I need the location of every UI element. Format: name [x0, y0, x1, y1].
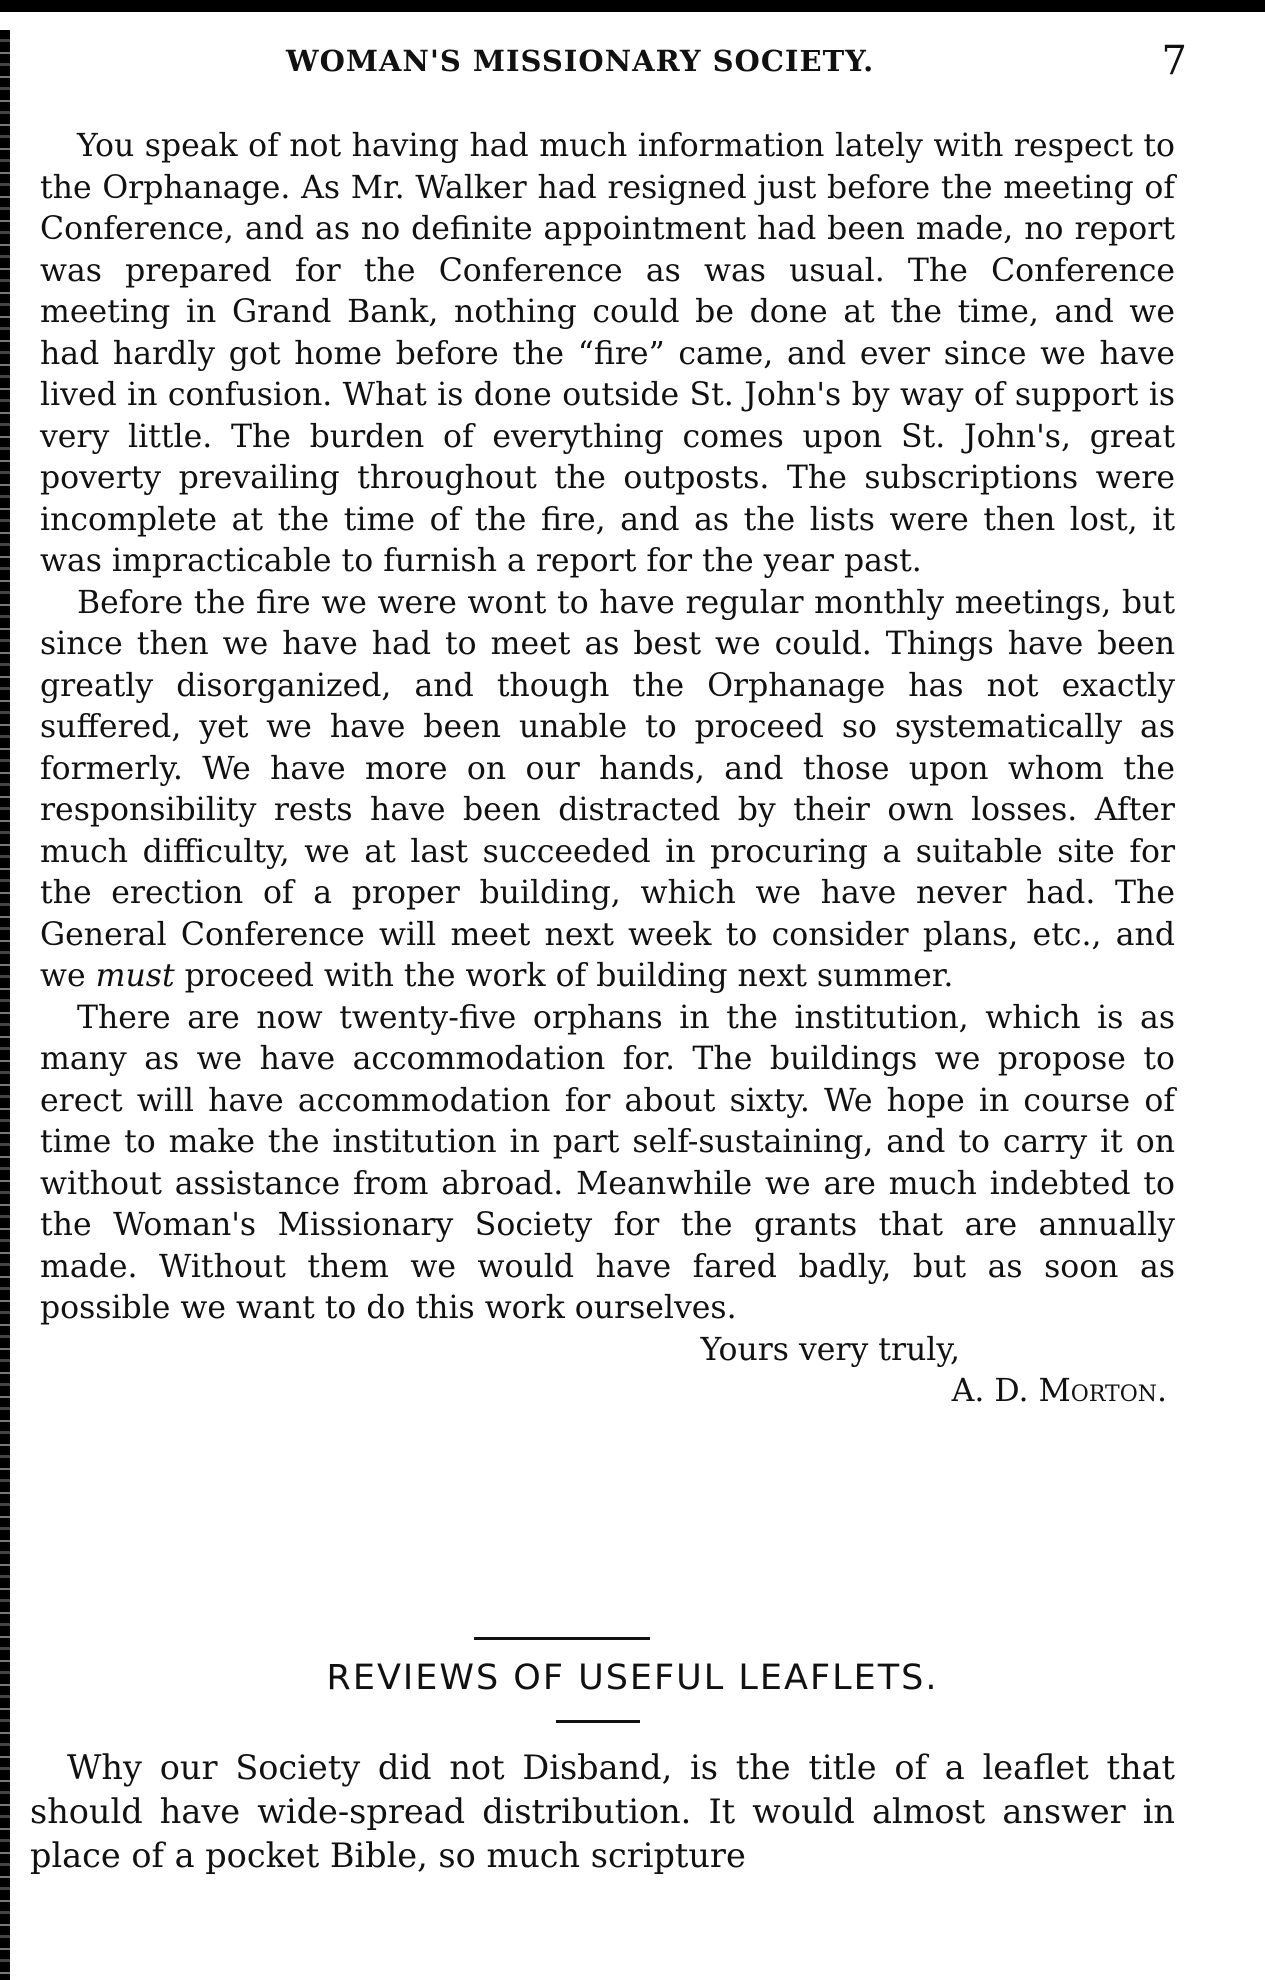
letter-paragraph-3: There are now twenty-five orphans in the institution, which is as many as we have accommodation for. The buildings we propose to erect will have accommodation for about sixty. We hope in course of time to make the institution in part self-sustaining, and to carry it on without assistance from abroad. Meanwhile we are much indebted to the Woman's Missionary Society for the grants that are annually made. Without them we would have fared badly, but as soon as possible we want to do this work ourselves. [40, 999, 1175, 1326]
letter-paragraph-2-end: proceed with the work of building next summer. [174, 958, 954, 994]
letter-paragraph-1: You speak of not having had much information lately with respect to the Orphanage. As Mr. Walker had resigned just before the meeting of Conference, and as no definite appointment had been made, no report was prepared for the Conference as was usual. The Conference meeting in Grand Bank, nothing could be done at the time, and we had hardly got home before the “fire” came, and ever since we have lived in confusion. What is done outside St. John's by way of support is very little. The burden of everything comes upon St. John's, great poverty prevailing throughout the outposts. The subscriptions were incomplete at the time of the fire, and as the lists were then lost, it was impracticable to furnish a report for the year past. [40, 128, 1175, 579]
top-border [0, 0, 1265, 12]
letter-body [40, 126, 1175, 1413]
running-head: WOMAN'S MISSIONARY SOCIETY. [286, 44, 875, 78]
letter-paragraph-2-text: Before the fire we were wont to have regular monthly meetings, but since then we have had to meet as best we could. Things have been greatly disorganized, and though the Orphanage has not exactly suffered, yet we have been unable to proceed so systematically as formerly. We have more on our hands, and those upon whom the responsibility rests have been distracted by their own losses. After much difficulty, we at last succeeded in procuring a suitable site for the erection of a proper building, which we have never had. The General Conference will meet next week to consider plans, etc., and we [40, 584, 1175, 994]
letter-signature: A. D. Morton. [951, 1373, 1167, 1409]
review-paragraph: Why our Society did not Disband, is the title of a leaflet that should have wide-spread distribution. It would almost answer in place of a pocket Bible, so much scripture [30, 1748, 1175, 1875]
letter-closing: Yours very truly, [700, 1331, 960, 1368]
letter-paragraph-2 [40, 583, 1175, 998]
page-number: 7 [1161, 38, 1187, 84]
section-title: REVIEWS OF USEFUL LEAFLETS. [326, 1658, 939, 1698]
letter-emphasis: must [95, 958, 175, 994]
section-divider-bottom [556, 1720, 640, 1723]
page-header [0, 38, 1265, 88]
review-body [30, 1746, 1175, 1878]
section-divider-top [474, 1637, 650, 1640]
